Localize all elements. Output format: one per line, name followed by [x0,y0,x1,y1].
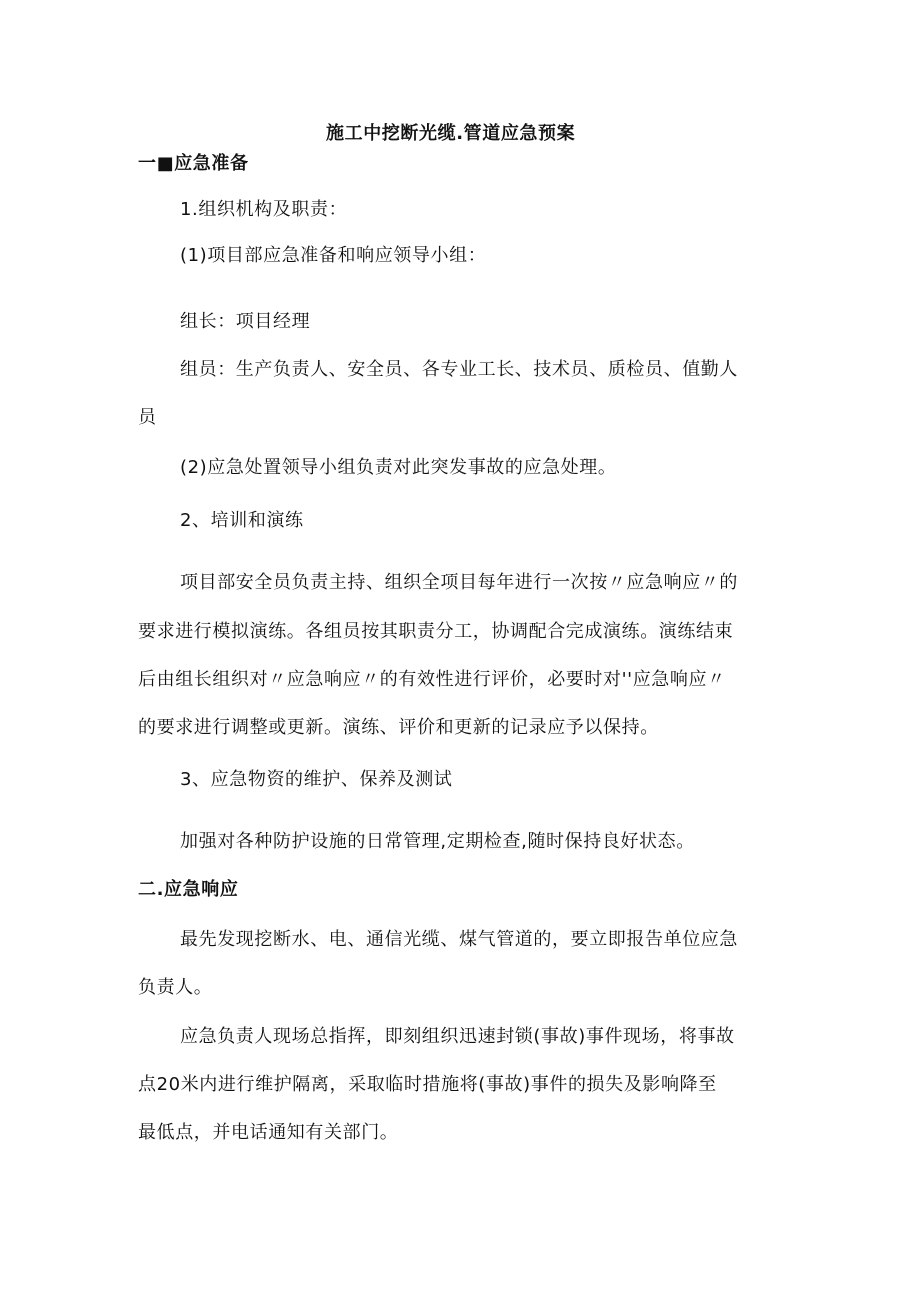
training-paragraph-line-4: 的要求进行调整或更新。演练、评价和更新的记录应予以保持。 [138,717,659,738]
subitem-disposal-group: (2)应急处置领导小组负责对此突发事故的应急处理。 [180,457,617,478]
response-paragraph-2-line-2: 点20米内进行维护隔离，采取临时措施将(事故)事件的损失及影响降至 [138,1074,717,1095]
materials-paragraph: 加强对各种防护设施的日常管理,定期检查,随时保持良好状态。 [180,831,695,852]
members-line-1: 组员：生产负责人、安全员、各专业工长、技术员、质检员、值勤人 [180,359,738,380]
subheading-materials: 3、应急物资的维护、保养及测试 [180,769,453,790]
response-paragraph-1-line-2: 负责人。 [138,977,213,998]
subitem-leadership-group: (1)项目部应急准备和响应领导小组： [180,245,487,266]
response-paragraph-2-line-3: 最低点，并电话通知有关部门。 [138,1122,399,1143]
training-paragraph-line-1: 项目部安全员负责主持、组织全项目每年进行一次按〃应急响应〃的 [180,572,738,593]
document-title: 施工中挖断光缆.管道应急预案 [326,123,576,144]
members-line-2: 员 [138,407,157,428]
training-paragraph-line-3: 后由组长组织对〃应急响应〃的有效性进行评价，必要时对''应急响应〃 [138,669,726,690]
response-paragraph-1-line-1: 最先发现挖断水、电、通信光缆、煤气管道的，要立即报告单位应急 [180,929,738,950]
leader-line: 组长：项目经理 [180,311,311,332]
response-paragraph-2-line-1: 应急负责人现场总指挥，即刻组织迅速封锁(事故)事件现场，将事故 [180,1026,735,1047]
section-heading-emergency-response: 二.应急响应 [138,879,239,900]
section-heading-emergency-preparation: 一■应急准备 [138,153,249,174]
subheading-training: 2、培训和演练 [180,510,304,531]
training-paragraph-line-2: 要求进行模拟演练。各组员按其职责分工，协调配合完成演练。演练结束 [138,621,734,642]
subheading-organization: 1.组织机构及职责： [180,199,348,220]
